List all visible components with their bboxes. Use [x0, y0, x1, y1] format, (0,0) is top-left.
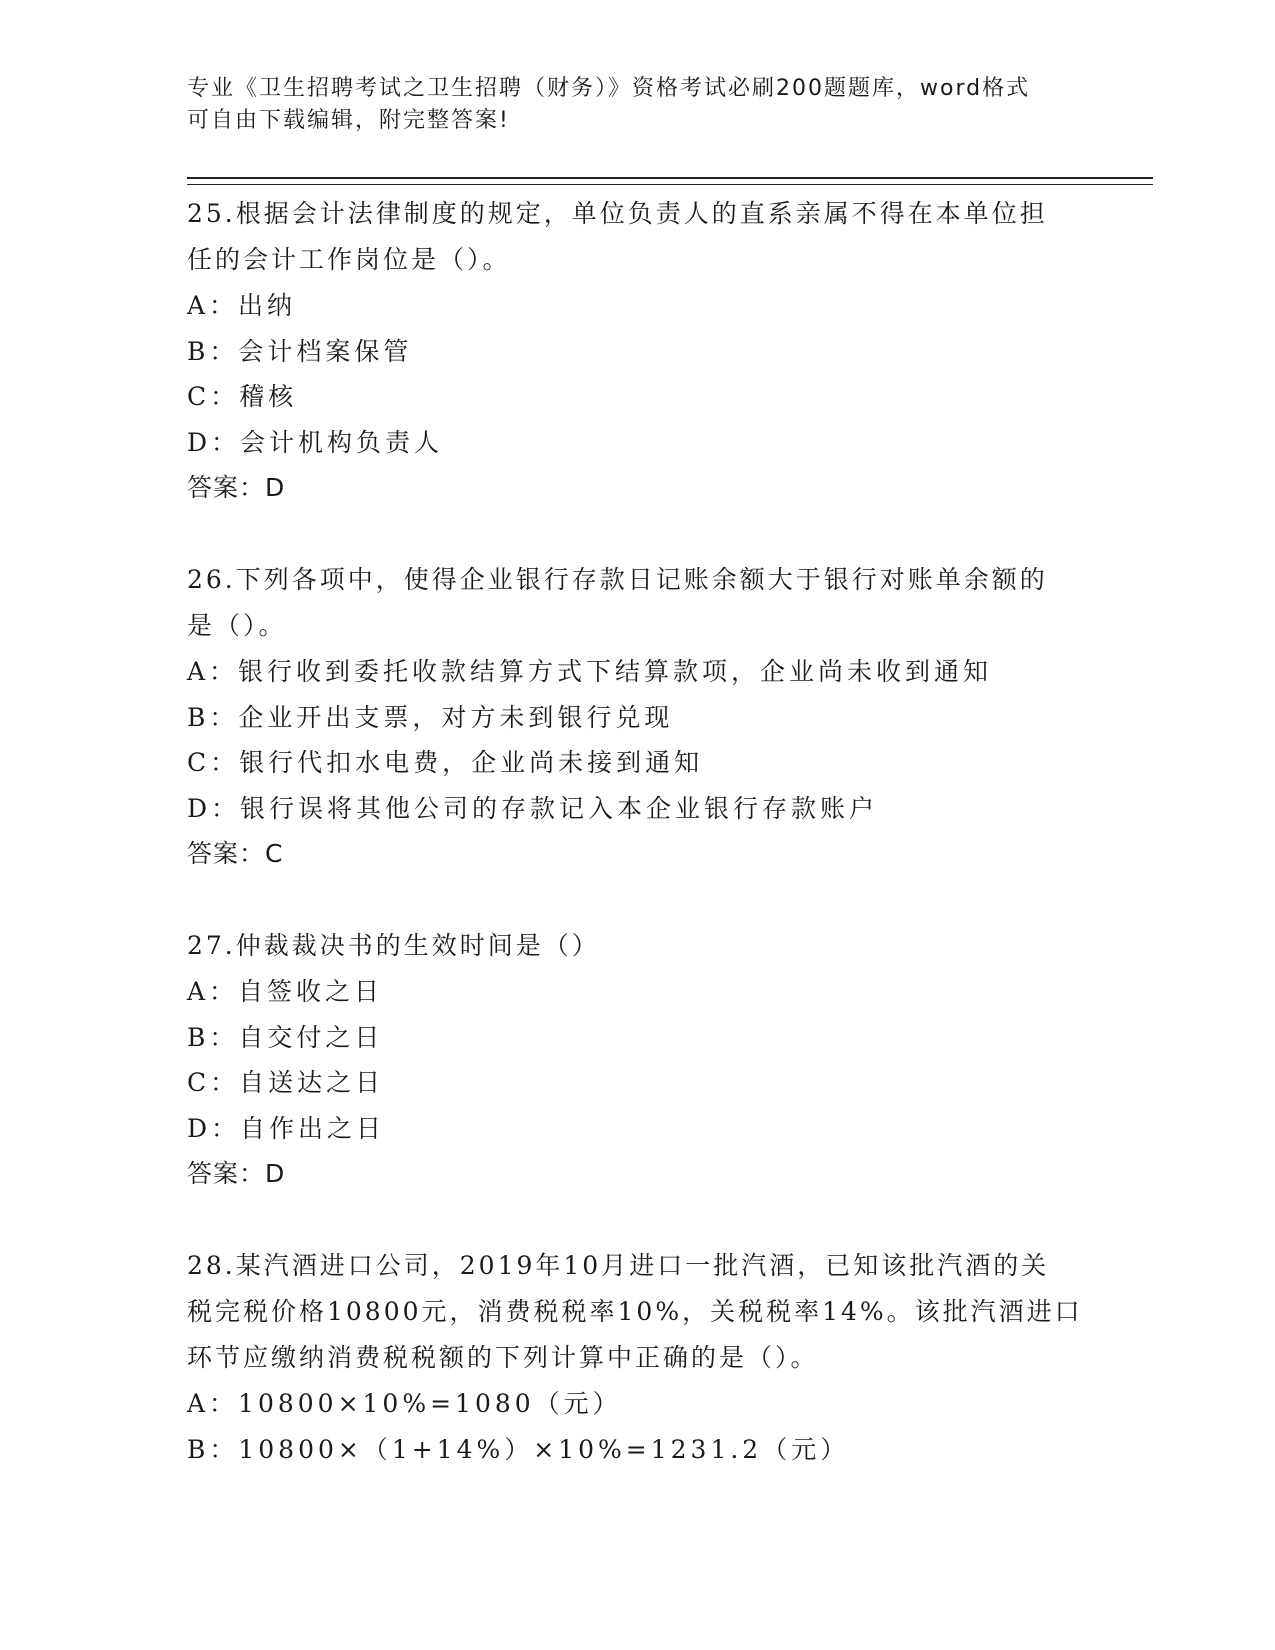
- question-stem-line: 环节应缴纳消费税税额的下列计算中正确的是（）。: [187, 1343, 819, 1372]
- question-stem-line: 28.某汽酒进口公司，2019年10月进口一批汽酒，已知该批汽酒的关: [187, 1251, 1050, 1280]
- option-b: B：10800×（1+14%）×10%=1231.2（元）: [187, 1434, 850, 1464]
- question-list: [187, 191, 1087, 1472]
- header-divider-thick: [187, 177, 1153, 179]
- option-a: A：出纳: [187, 291, 297, 320]
- question-28: [187, 1243, 1087, 1472]
- option-c: C：银行代扣水电费，企业尚未接到通知: [187, 748, 704, 777]
- question-stem-line: 26.下列各项中，使得企业银行存款日记账余额大于银行对账单余额的: [187, 565, 1048, 594]
- header-line-2: 可自由下载编辑，附完整答案!: [187, 108, 510, 133]
- option-b: B：企业开出支票，对方未到银行兑现: [187, 702, 674, 732]
- answer-line: 答案：D: [187, 1159, 286, 1188]
- option-a: A：自签收之日: [187, 977, 384, 1006]
- spacer: [187, 1197, 1087, 1243]
- option-c: C：稽核: [187, 382, 298, 411]
- answer-line: 答案：D: [187, 473, 286, 502]
- spacer: [187, 877, 1087, 923]
- question-stem-line: 27.仲裁裁决书的生效时间是（）: [187, 931, 600, 960]
- option-a: A：10800×10%=1080（元）: [187, 1389, 622, 1418]
- option-d: D：会计机构负责人: [187, 427, 444, 457]
- answer-line: 答案：C: [187, 839, 284, 868]
- question-stem-line: 任的会计工作岗位是（）。: [187, 245, 511, 274]
- option-d: D：自作出之日: [187, 1113, 386, 1143]
- question-stem-line: 25.根据会计法律制度的规定，单位负责人的直系亲属不得在本单位担: [187, 199, 1048, 228]
- header-line-1: 专业《卫生招聘考试之卫生招聘（财务）》资格考试必刷200题题库，word格式: [187, 76, 1031, 101]
- question-25: [187, 191, 1087, 511]
- option-b: B：会计档案保管: [187, 336, 413, 366]
- header-divider-thin: [187, 184, 1153, 185]
- question-stem-line: 是（）。: [187, 611, 287, 640]
- option-a: A：银行收到委托收款结算方式下结算款项，企业尚未收到通知: [187, 657, 993, 686]
- question-26: [187, 557, 1087, 877]
- page-header: [187, 73, 1087, 137]
- option-d: D：银行误将其他公司的存款记入本企业银行存款账户: [187, 793, 879, 823]
- spacer: [187, 511, 1087, 557]
- option-b: B：自交付之日: [187, 1022, 384, 1052]
- question-27: [187, 923, 1087, 1197]
- option-c: C：自送达之日: [187, 1068, 385, 1097]
- question-stem-line: 税完税价格10800元，消费税税率10%，关税税率14%。该批汽酒进口: [187, 1297, 1083, 1326]
